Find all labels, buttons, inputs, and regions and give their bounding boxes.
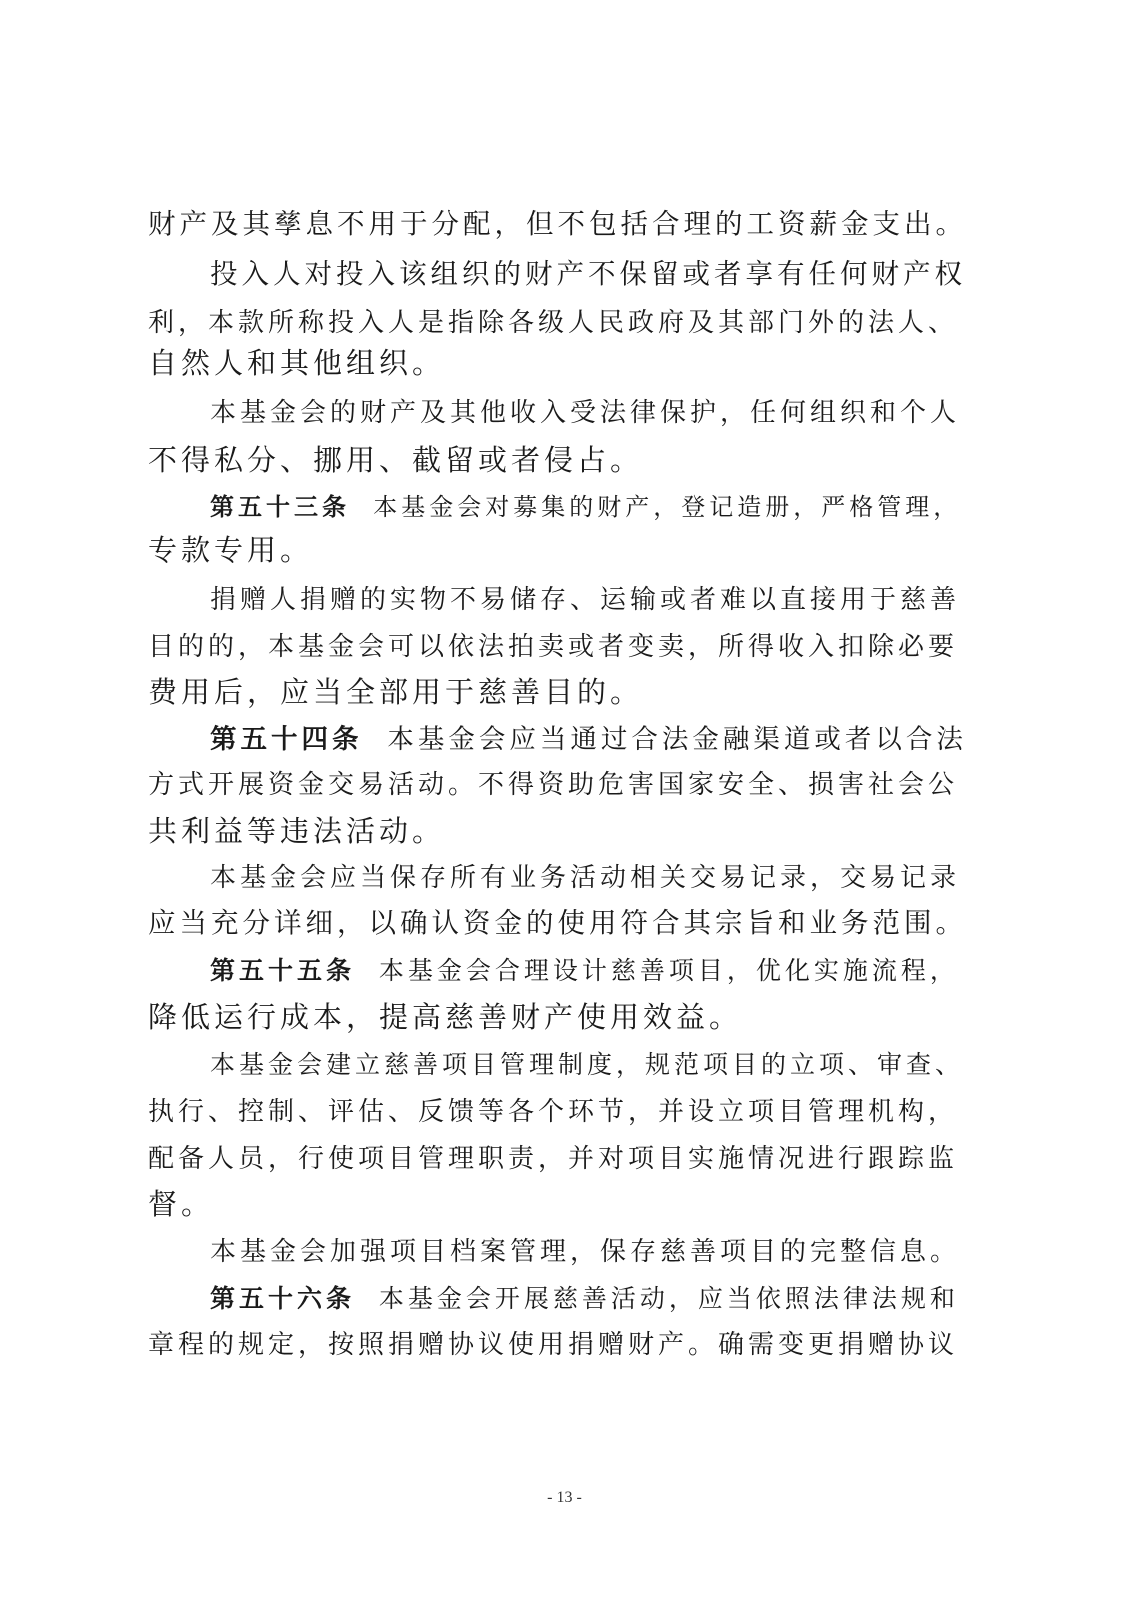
- article-line: 第五十三条 本基金会对募集的财产，登记造册，严格管理，: [210, 492, 962, 521]
- article-line: 第五十四条 本基金会应当通过合法金融渠道或者以合法: [210, 724, 967, 755]
- paragraph-line: 方式开展资金交易活动。不得资助危害国家安全、损害社会公: [148, 770, 959, 800]
- paragraph-line: 本基金会应当保存所有业务活动相关交易记录，交易记录: [210, 863, 961, 893]
- paragraph-line: 降低运行成本，提高慈善财产使用效益。: [148, 1000, 743, 1034]
- paragraph-line: 专款专用。: [148, 533, 314, 567]
- paragraph-line: 本基金会加强项目档案管理，保存慈善项目的完整信息。: [210, 1237, 961, 1267]
- paragraph-line: 配备人员，行使项目管理职责，并对项目实施情况进行跟踪监: [148, 1144, 959, 1174]
- article-line: 第五十六条 本基金会开展慈善活动，应当依照法律法规和: [210, 1284, 959, 1313]
- paragraph-line: 费用后，应当全部用于慈善目的。: [148, 675, 644, 709]
- article-number: 第五十三条: [210, 492, 350, 521]
- paragraph-line: 投入人对投入该组织的财产不保留或者享有任何财产权: [210, 258, 966, 290]
- paragraph-line: 执行、控制、评估、反馈等各个环节，并设立项目管理机构，: [148, 1097, 959, 1127]
- paragraph-line: 自然人和其他组织。: [148, 346, 446, 380]
- paragraph-line: 共利益等违法活动。: [148, 814, 446, 848]
- paragraph-line: 捐赠人捐赠的实物不易储存、运输或者难以直接用于慈善: [210, 585, 961, 615]
- article-line: 第五十五条 本基金会合理设计慈善项目，优化实施流程，: [210, 956, 959, 985]
- paragraph-line: 利，本款所称投入人是指除各级人民政府及其部门外的法人、: [148, 308, 959, 338]
- paragraph-line: 应当充分详细，以确认资金的使用符合其宗旨和业务范围。: [148, 907, 967, 939]
- paragraph-line: 财产及其孳息不用于分配，但不包括合理的工资薪金支出。: [148, 208, 967, 240]
- paragraph-line: 本基金会建立慈善项目管理制度，规范项目的立项、审查、: [210, 1050, 965, 1079]
- paragraph-line: 目的的，本基金会可以依法拍卖或者变卖，所得收入扣除必要: [148, 632, 959, 662]
- page-number: - 13 -: [547, 1489, 582, 1506]
- article-number: 第五十六条: [210, 1284, 356, 1313]
- paragraph-line: 督。: [148, 1187, 215, 1221]
- paragraph-line: 章程的规定，按照捐赠协议使用捐赠财产。确需变更捐赠协议: [148, 1330, 959, 1360]
- paragraph-line: 本基金会的财产及其他收入受法律保护，任何组织和个人: [210, 398, 961, 428]
- paragraph-line: 不得私分、挪用、截留或者侵占。: [148, 443, 644, 477]
- article-number: 第五十四条: [210, 724, 363, 755]
- article-number: 第五十五条: [210, 956, 356, 985]
